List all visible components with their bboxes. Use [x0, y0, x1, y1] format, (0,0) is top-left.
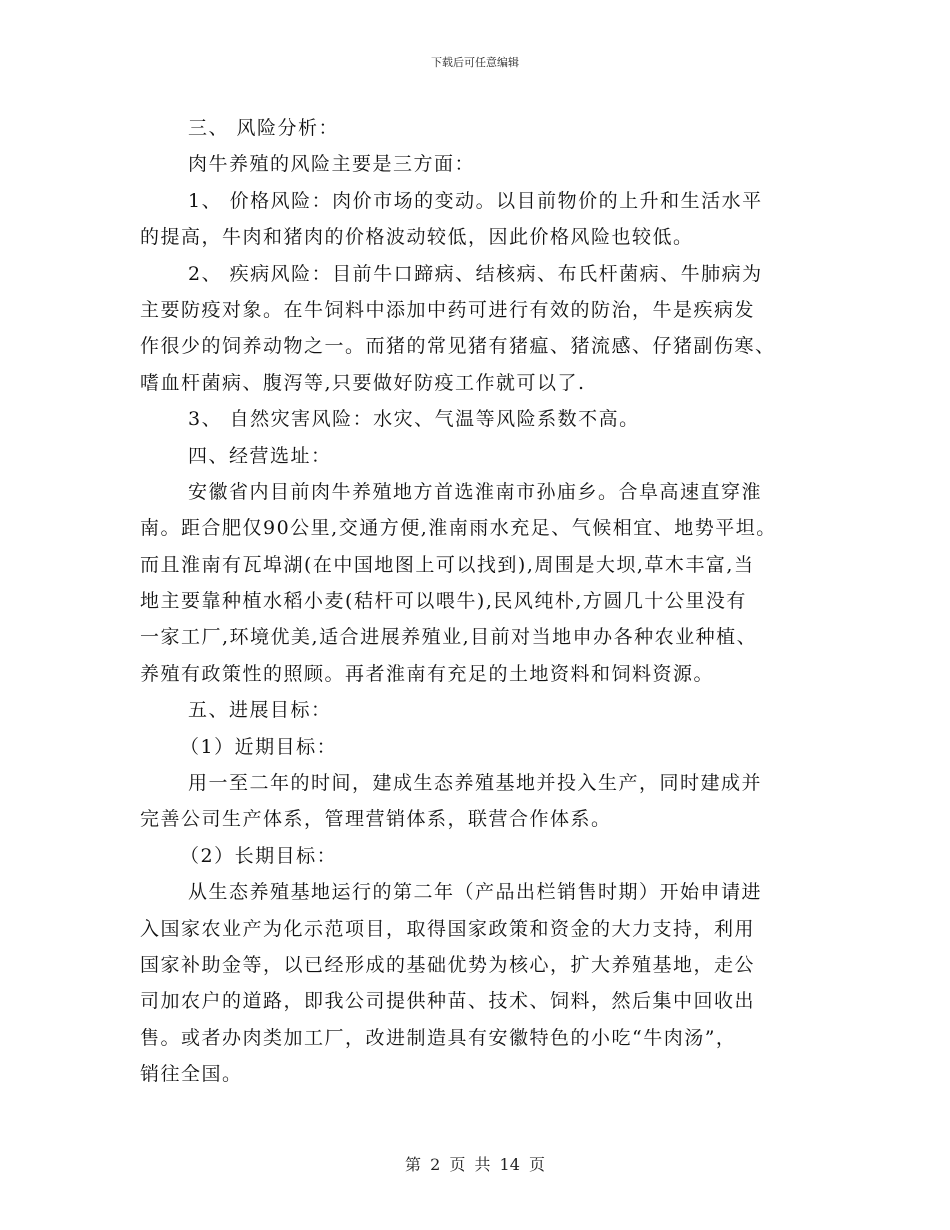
paragraph-line: 而且淮南有瓦埠湖(在中国地图上可以找到),周围是大坝,草木丰富,当 [140, 553, 755, 576]
paragraph-line: 销往全国。 [140, 1063, 243, 1086]
paragraph-line: 售。或者办肉类加工厂，改进制造具有安徽特色的小吃“牛肉汤”， [140, 1026, 737, 1049]
paragraph-line: 2、 疾病风险：目前牛口蹄病、结核病、布氏杆菌病、牛肺病为 [188, 262, 763, 285]
paragraph-line: 养殖有政策性的照顾。再者淮南有充足的土地资料和饲料资源。 [140, 662, 715, 685]
document-body [140, 110, 816, 1093]
subsection-heading-short-term: （1）近期目标： [180, 735, 338, 758]
paragraph-line: 的提高，牛肉和猪肉的价格波动较低，因此价格风险也较低。 [140, 226, 694, 249]
section-heading-location: 四、经营选址： [188, 444, 332, 467]
paragraph-line: 完善公司生产体系，管理营销体系，联营合作体系。 [140, 808, 612, 831]
paragraph-line: 嗜血杆菌病、腹泻等,只要做好防疫工作就可以了. [140, 371, 586, 394]
section-heading-goals: 五、进展目标： [188, 699, 332, 722]
page-header: 下载后可任意编辑 [431, 56, 519, 69]
paragraph-line: 从生态养殖基地运行的第二年（产品出栏销售时期）开始申请进 [188, 881, 763, 904]
paragraph-line: 司加农户的道路，即我公司提供种苗、技术、饲料，然后集中回收出 [140, 990, 756, 1013]
paragraph-line: 安徽省内目前肉牛养殖地方首选淮南市孙庙乡。合阜高速直穿淮 [188, 480, 763, 503]
subsection-heading-long-term: （2）长期目标： [180, 844, 338, 867]
paragraph-line: 入国家农业产为化示范项目，取得国家政策和资金的大力支持，利用 [140, 917, 756, 940]
paragraph-line: 3、 自然灾害风险：水灾、气温等风险系数不高。 [188, 408, 640, 431]
paragraph-line: 用一至二年的时间，建成生态养殖基地并投入生产，同时建成并 [188, 772, 763, 795]
paragraph-line: 作很少的饲养动物之一。而猪的常见猪有猪瘟、猪流感、仔猪副伤寒、 [140, 335, 776, 358]
paragraph-line: 一家工厂,环境优美,适合进展养殖业,目前对当地申办各种农业种植、 [140, 626, 758, 649]
paragraph-line: 南。距合肥仅90公里,交通方便,淮南雨水充足、气候相宜、地势平坦。 [140, 517, 777, 540]
paragraph-line: 主要防疫对象。在牛饲料中添加中药可进行有效的防治，牛是疾病发 [140, 298, 756, 321]
paragraph-line: 地主要靠种植水稻小麦(秸杆可以喂牛),民风纯朴,方圆几十公里没有 [140, 590, 747, 613]
paragraph-line: 肉牛养殖的风险主要是三方面： [188, 153, 476, 176]
page-footer: 第 2 页 共 14 页 [405, 1155, 545, 1174]
paragraph-line: 国家补助金等，以已经形成的基础优势为核心，扩大养殖基地，走公 [140, 953, 756, 976]
section-heading-risk: 三、 风险分析： [188, 117, 340, 139]
paragraph-line: 1、 价格风险：肉价市场的变动。以目前物价的上升和生活水平 [188, 189, 763, 212]
